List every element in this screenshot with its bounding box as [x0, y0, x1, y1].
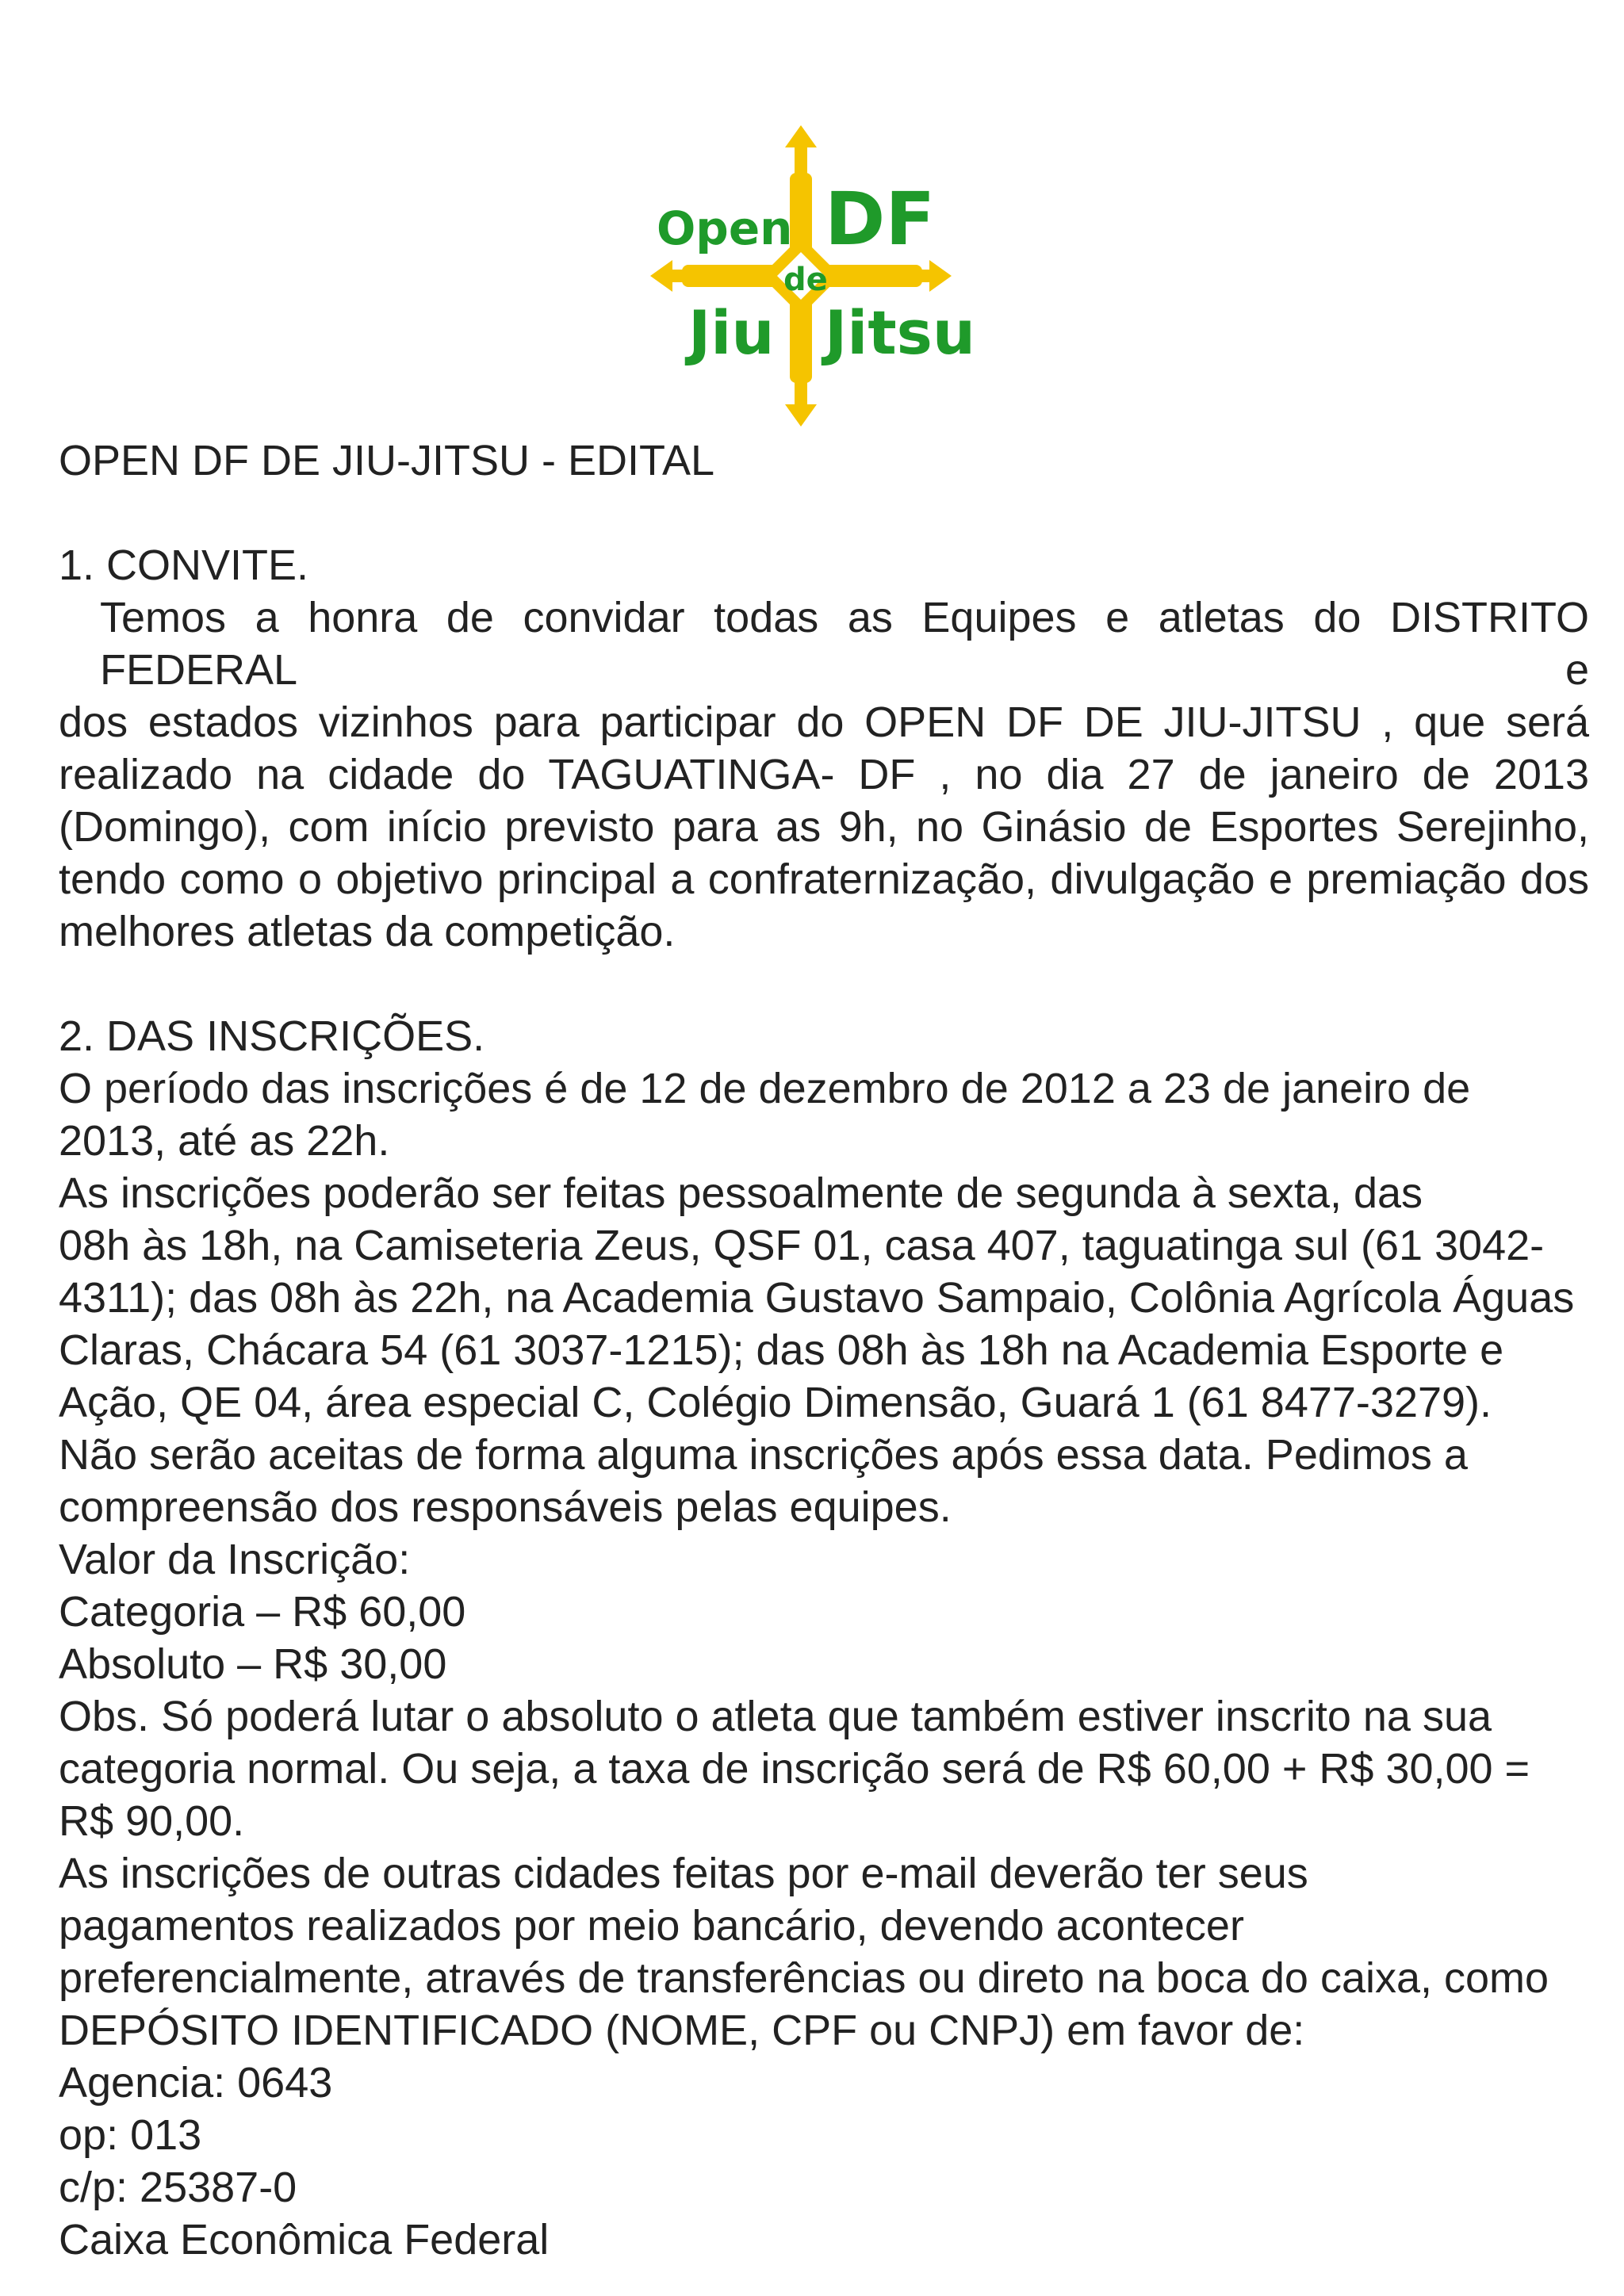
- paragraph-line: dos estados vizinhos para participar do OPEN DF DE JIU-JITSU , que será: [59, 698, 1589, 746]
- paragraph-line: categoria normal. Ou seja, a taxa de inscrição será de R$ 60,00 + R$ 30,00 =: [59, 1745, 1530, 1793]
- paragraph-line: Obs. Só poderá lutar o absoluto o atleta que também estiver inscrito na sua: [59, 1693, 1492, 1740]
- paragraph-line: pagamentos realizados por meio bancário, devendo acontecer: [59, 1902, 1244, 1950]
- bank-name: Caixa Econômica Federal: [59, 2216, 550, 2263]
- section-heading-convite: 1. CONVITE.: [59, 541, 309, 589]
- logo-cross-graphic: [650, 125, 999, 427]
- fee-categoria: Categoria – R$ 60,00: [59, 1588, 466, 1636]
- section-heading-inscricoes: 2. DAS INSCRIÇÕES.: [59, 1012, 485, 1060]
- paragraph-line: Não serão aceitas de forma alguma inscrições após essa data. Pedimos a: [59, 1431, 1468, 1479]
- paragraph-line: As inscrições de outras cidades feitas por e-mail deverão ter seus: [59, 1850, 1308, 1897]
- logo-word-jitsu: Jitsu: [825, 297, 975, 368]
- bank-operation: op: 013: [59, 2111, 202, 2159]
- fee-absoluto: Absoluto – R$ 30,00: [59, 1640, 447, 1688]
- paragraph-line: 08h às 18h, na Camiseteria Zeus, QSF 01, casa 407, taguatinga sul (61 3042-: [59, 1222, 1545, 1269]
- paragraph-line: Claras, Chácara 54 (61 3037-1215); das 08h às 18h na Academia Esporte e: [59, 1326, 1504, 1374]
- paragraph-line: Temos a honra de convidar todas as Equipes e atletas do DISTRITO FEDERAL e: [100, 594, 1589, 694]
- paragraph-line: O período das inscrições é de 12 de dezembro de 2012 a 23 de janeiro de: [59, 1065, 1471, 1112]
- edital-document: [59, 434, 1589, 2266]
- paragraph-line: 2013, até as 22h.: [59, 1117, 390, 1165]
- open-df-jiu-jitsu-logo: [650, 125, 999, 427]
- logo-word-de: de: [783, 262, 828, 298]
- paragraph-line: (Domingo), com início previsto para as 9h, no Ginásio de Esportes Serejinho,: [59, 803, 1589, 851]
- paragraph-line: R$ 90,00.: [59, 1797, 245, 1845]
- paragraph-line: Ação, QE 04, área especial C, Colégio Dimensão, Guará 1 (61 8477-3279).: [59, 1379, 1492, 1426]
- paragraph-line: melhores atletas da competição.: [59, 908, 676, 955]
- bank-agency: Agencia: 0643: [59, 2059, 333, 2107]
- document-title: OPEN DF DE JIU-JITSU - EDITAL: [59, 437, 715, 484]
- paragraph-line: realizado na cidade do TAGUATINGA- DF , no dia 27 de janeiro de 2013: [59, 751, 1589, 798]
- bank-account: c/p: 25387-0: [59, 2164, 297, 2211]
- paragraph-line: DEPÓSITO IDENTIFICADO (NOME, CPF ou CNPJ) em favor de:: [59, 2007, 1305, 2054]
- fee-heading: Valor da Inscrição:: [59, 1536, 411, 1583]
- paragraph-line: compreensão dos responsáveis pelas equipes.: [59, 1483, 952, 1531]
- paragraph-line: 4311); das 08h às 22h, na Academia Gustavo Sampaio, Colônia Agrícola Águas: [59, 1274, 1575, 1322]
- paragraph-line: tendo como o objetivo principal a confraternização, divulgação e premiação dos: [59, 855, 1589, 903]
- paragraph-line: As inscrições poderão ser feitas pessoalmente de segunda à sexta, das: [59, 1169, 1423, 1217]
- logo-word-jiu: Jiu: [688, 297, 775, 368]
- paragraph-line: preferencialmente, através de transferências ou direto na boca do caixa, como: [59, 1954, 1549, 2002]
- logo-word-df: DF: [825, 177, 936, 262]
- logo-word-open: Open: [657, 201, 793, 255]
